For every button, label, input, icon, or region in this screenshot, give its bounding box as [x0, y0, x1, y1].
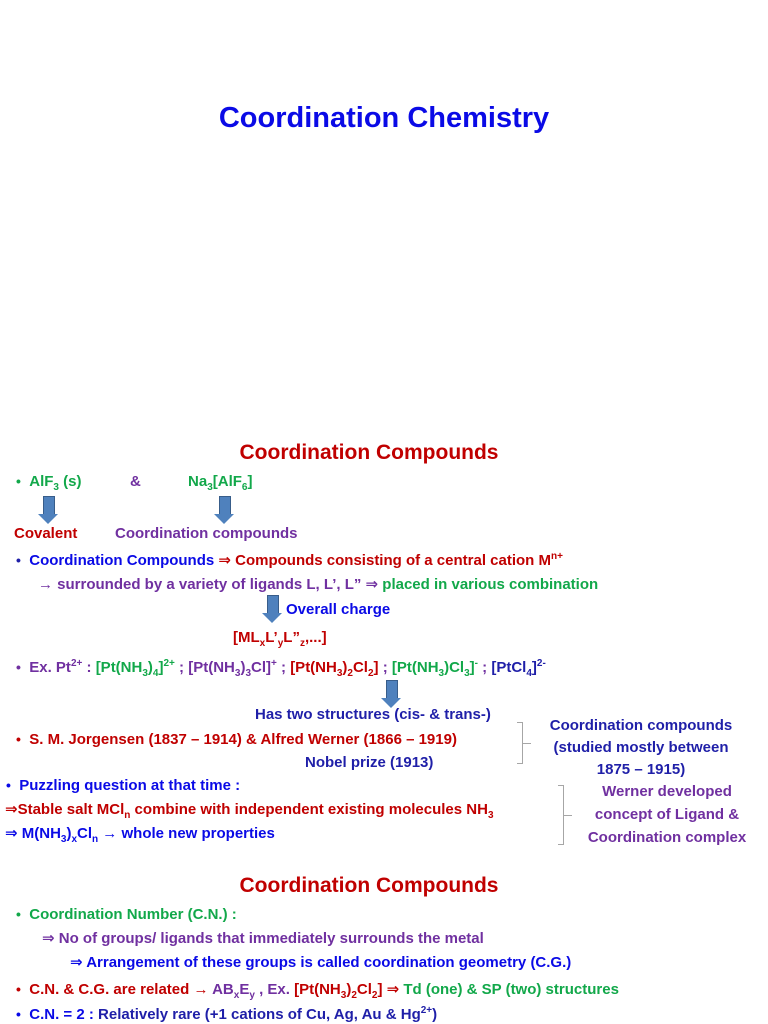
coordination-compounds-label: Coordination compounds	[115, 525, 298, 542]
overall-charge-label: Overall charge	[286, 601, 391, 618]
werner-note: Werner developed concept of Ligand & Coordination complex	[587, 783, 747, 846]
ligands-line: → surrounded by a variety of ligands L, L’, L” ⇒ placed in various combination	[38, 576, 599, 593]
arrangement-line: ⇒ Arrangement of these groups is called coordination geometry (C.G.)	[70, 954, 572, 971]
general-formula: $[ML_xL’_yL”_z,...]$	[233, 629, 327, 649]
nobel-prize-text: Nobel prize (1913)	[305, 754, 434, 771]
examples-line: • Ex. $Pt^{2+}$ : $[Pt(NH_3)_4]^{2+}$ ; $[Pt(NH_3)_3Cl]^+$ ; $[Pt(NH_3)_2Cl_2]$ ; $[Pt(NH_3)Cl_3]^-$ ; [PtCl$_4$]$^{2-}$	[16, 658, 546, 679]
na3alf6: $Na_3[AlF_6]$	[188, 473, 253, 493]
covalent-label: Covalent	[14, 525, 78, 542]
arrow-down-icon	[219, 496, 231, 515]
ampersand: &	[130, 473, 141, 490]
slide3-title: Coordination Compounds	[239, 874, 499, 897]
no-groups-line: ⇒ No of groups/ ligands that immediately surrounds the metal	[42, 930, 484, 947]
arrow-down-icon	[267, 595, 279, 614]
stable-salt-line: ⇒Stable salt MCl$_n$ combine with independent existing molecules $NH_3$	[5, 801, 494, 821]
brace-decoration	[517, 722, 523, 764]
related-line: • C.N. & C.G. are related → $AB_xE_y$ , Ex. $[Pt(NH_3)_2Cl_2]$ ⇒ Td (one) & SP (two) structures	[16, 981, 619, 1001]
new-properties-line: ⇒ $M(NH_3)_xCl_n$ → whole new properties	[5, 825, 275, 845]
cn2-line: • C.N. = 2 : Relatively rare (+1 cations of Cu, Ag, Au & $Hg^{2+}$)	[16, 1005, 438, 1023]
jorgensen-line: • S. M. Jorgensen (1837 – 1914) & Alfred Werner (1866 – 1919)	[16, 731, 457, 748]
cn-heading-line: • Coordination Number (C.N.) :	[16, 906, 237, 923]
definition-line: • Coordination Compounds ⇒ Compounds consisting of a central cation $M^{n+}$	[16, 551, 563, 569]
slide1-title: Coordination Chemistry	[218, 102, 550, 134]
puzzling-line: • Puzzling question at that time :	[6, 777, 241, 794]
alf3-line: • AlF$_3$ (s)	[16, 473, 82, 493]
two-structures-text: Has two structures (cis- & trans-)	[255, 706, 491, 723]
slide2-title: Coordination Compounds	[239, 441, 499, 464]
studied-note: Coordination compounds (studied mostly between 1875 – 1915)	[549, 717, 733, 778]
arrow-down-icon	[386, 680, 398, 699]
brace-decoration	[558, 785, 564, 845]
arrow-down-icon	[43, 496, 55, 515]
